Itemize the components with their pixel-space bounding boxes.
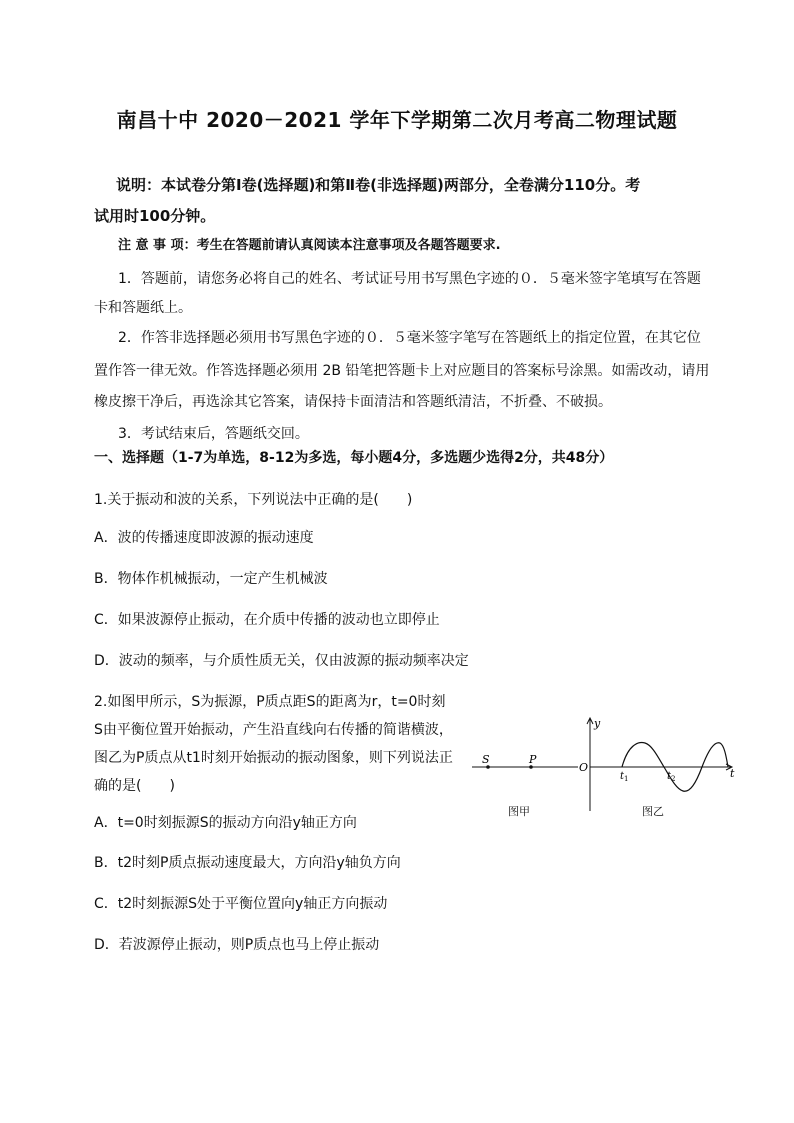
note-1-line-2: 卡和答题纸上。 — [94, 300, 192, 316]
q2-stem-line-2: S由平衡位置开始振动，产生沿直线向右传播的简谐横波， — [94, 722, 453, 738]
q2-option-a: A．t=0时刻振源S的振动方向沿y轴正方向 — [94, 815, 357, 831]
page-title: 南昌十中 2020－2021 学年下学期第二次月考高二物理试题 — [116, 108, 678, 132]
q2-stem — [94, 688, 474, 800]
q1-option-a: A．波的传播速度即波源的振动速度 — [94, 530, 314, 546]
q1-option-c: C．如果波源停止振动，在介质中传播的波动也立即停止 — [94, 612, 440, 628]
note-2-line-1: 2．作答非选择题必须用书写黑色字迹的０．５毫米签字笔写在答题纸上的指定位置，在其它位 — [118, 330, 701, 346]
label-s: S — [482, 753, 490, 766]
q2-stem-line-4: 确的是( ) — [94, 778, 175, 794]
q2-stem-line-1: 2.如图甲所示，S为振源，P质点距S的距离为r，t=0时刻 — [94, 694, 446, 710]
intro-line-1: 说明：本试卷分第Ⅰ卷(选择题)和第Ⅱ卷(非选择题)两部分，全卷满分110分。考 — [116, 176, 641, 194]
caption-figure-b: 图乙 — [642, 805, 664, 818]
q2-figure-svg — [468, 715, 740, 815]
label-y: y — [594, 717, 601, 730]
label-origin: O — [579, 761, 589, 774]
note-2-line-3: 橡皮擦干净后，再选涂其它答案，请保持卡面清洁和答题纸清洁，不折叠、不破损。 — [94, 394, 612, 410]
q2-option-c: C．t2时刻振源S处于平衡位置向y轴正方向振动 — [94, 896, 388, 912]
section-heading: 一、选择题（1-7为单选，8-12为多选，每小题4分，多选题少选得2分，共48分） — [94, 450, 614, 466]
q1-stem: 1.关于振动和波的关系，下列说法中正确的是( ) — [94, 492, 413, 508]
q1-option-b: B．物体作机械振动，一定产生机械波 — [94, 571, 328, 587]
q1-option-d: D．波动的频率，与介质性质无关，仅由波源的振动频率决定 — [94, 653, 469, 669]
note-3: 3．考试结束后，答题纸交回。 — [118, 426, 309, 442]
label-t: t — [730, 767, 735, 780]
caption-figure-a: 图甲 — [508, 805, 530, 818]
intro-line-2: 试用时100分钟。 — [94, 207, 216, 225]
q2-stem-line-3: 图乙为P质点从t1时刻开始振动的振动图象，则下列说法正 — [94, 750, 453, 766]
q2-option-d: D．若波源停止振动，则P质点也马上停止振动 — [94, 937, 380, 953]
label-p: P — [529, 753, 537, 766]
label-t2: $t_2$ — [667, 771, 676, 783]
label-t1: $t_1$ — [620, 771, 629, 783]
q2-figure — [468, 715, 740, 818]
notice-heading: 注 意 事 项：考生在答题前请认真阅读本注意事项及各题答题要求. — [118, 238, 501, 253]
q2-option-b: B．t2时刻P质点振动速度最大，方向沿y轴负方向 — [94, 855, 401, 871]
note-1-line-1: 1．答题前，请您务必将自己的姓名、考试证号用书写黑色字迹的０．５毫米签字笔填写在答题 — [118, 271, 701, 287]
note-2-line-2: 置作答一律无效。作答选择题必须用 2B 铅笔把答题卡上对应题目的答案标号涂黑。如需改动，请用 — [94, 363, 710, 379]
